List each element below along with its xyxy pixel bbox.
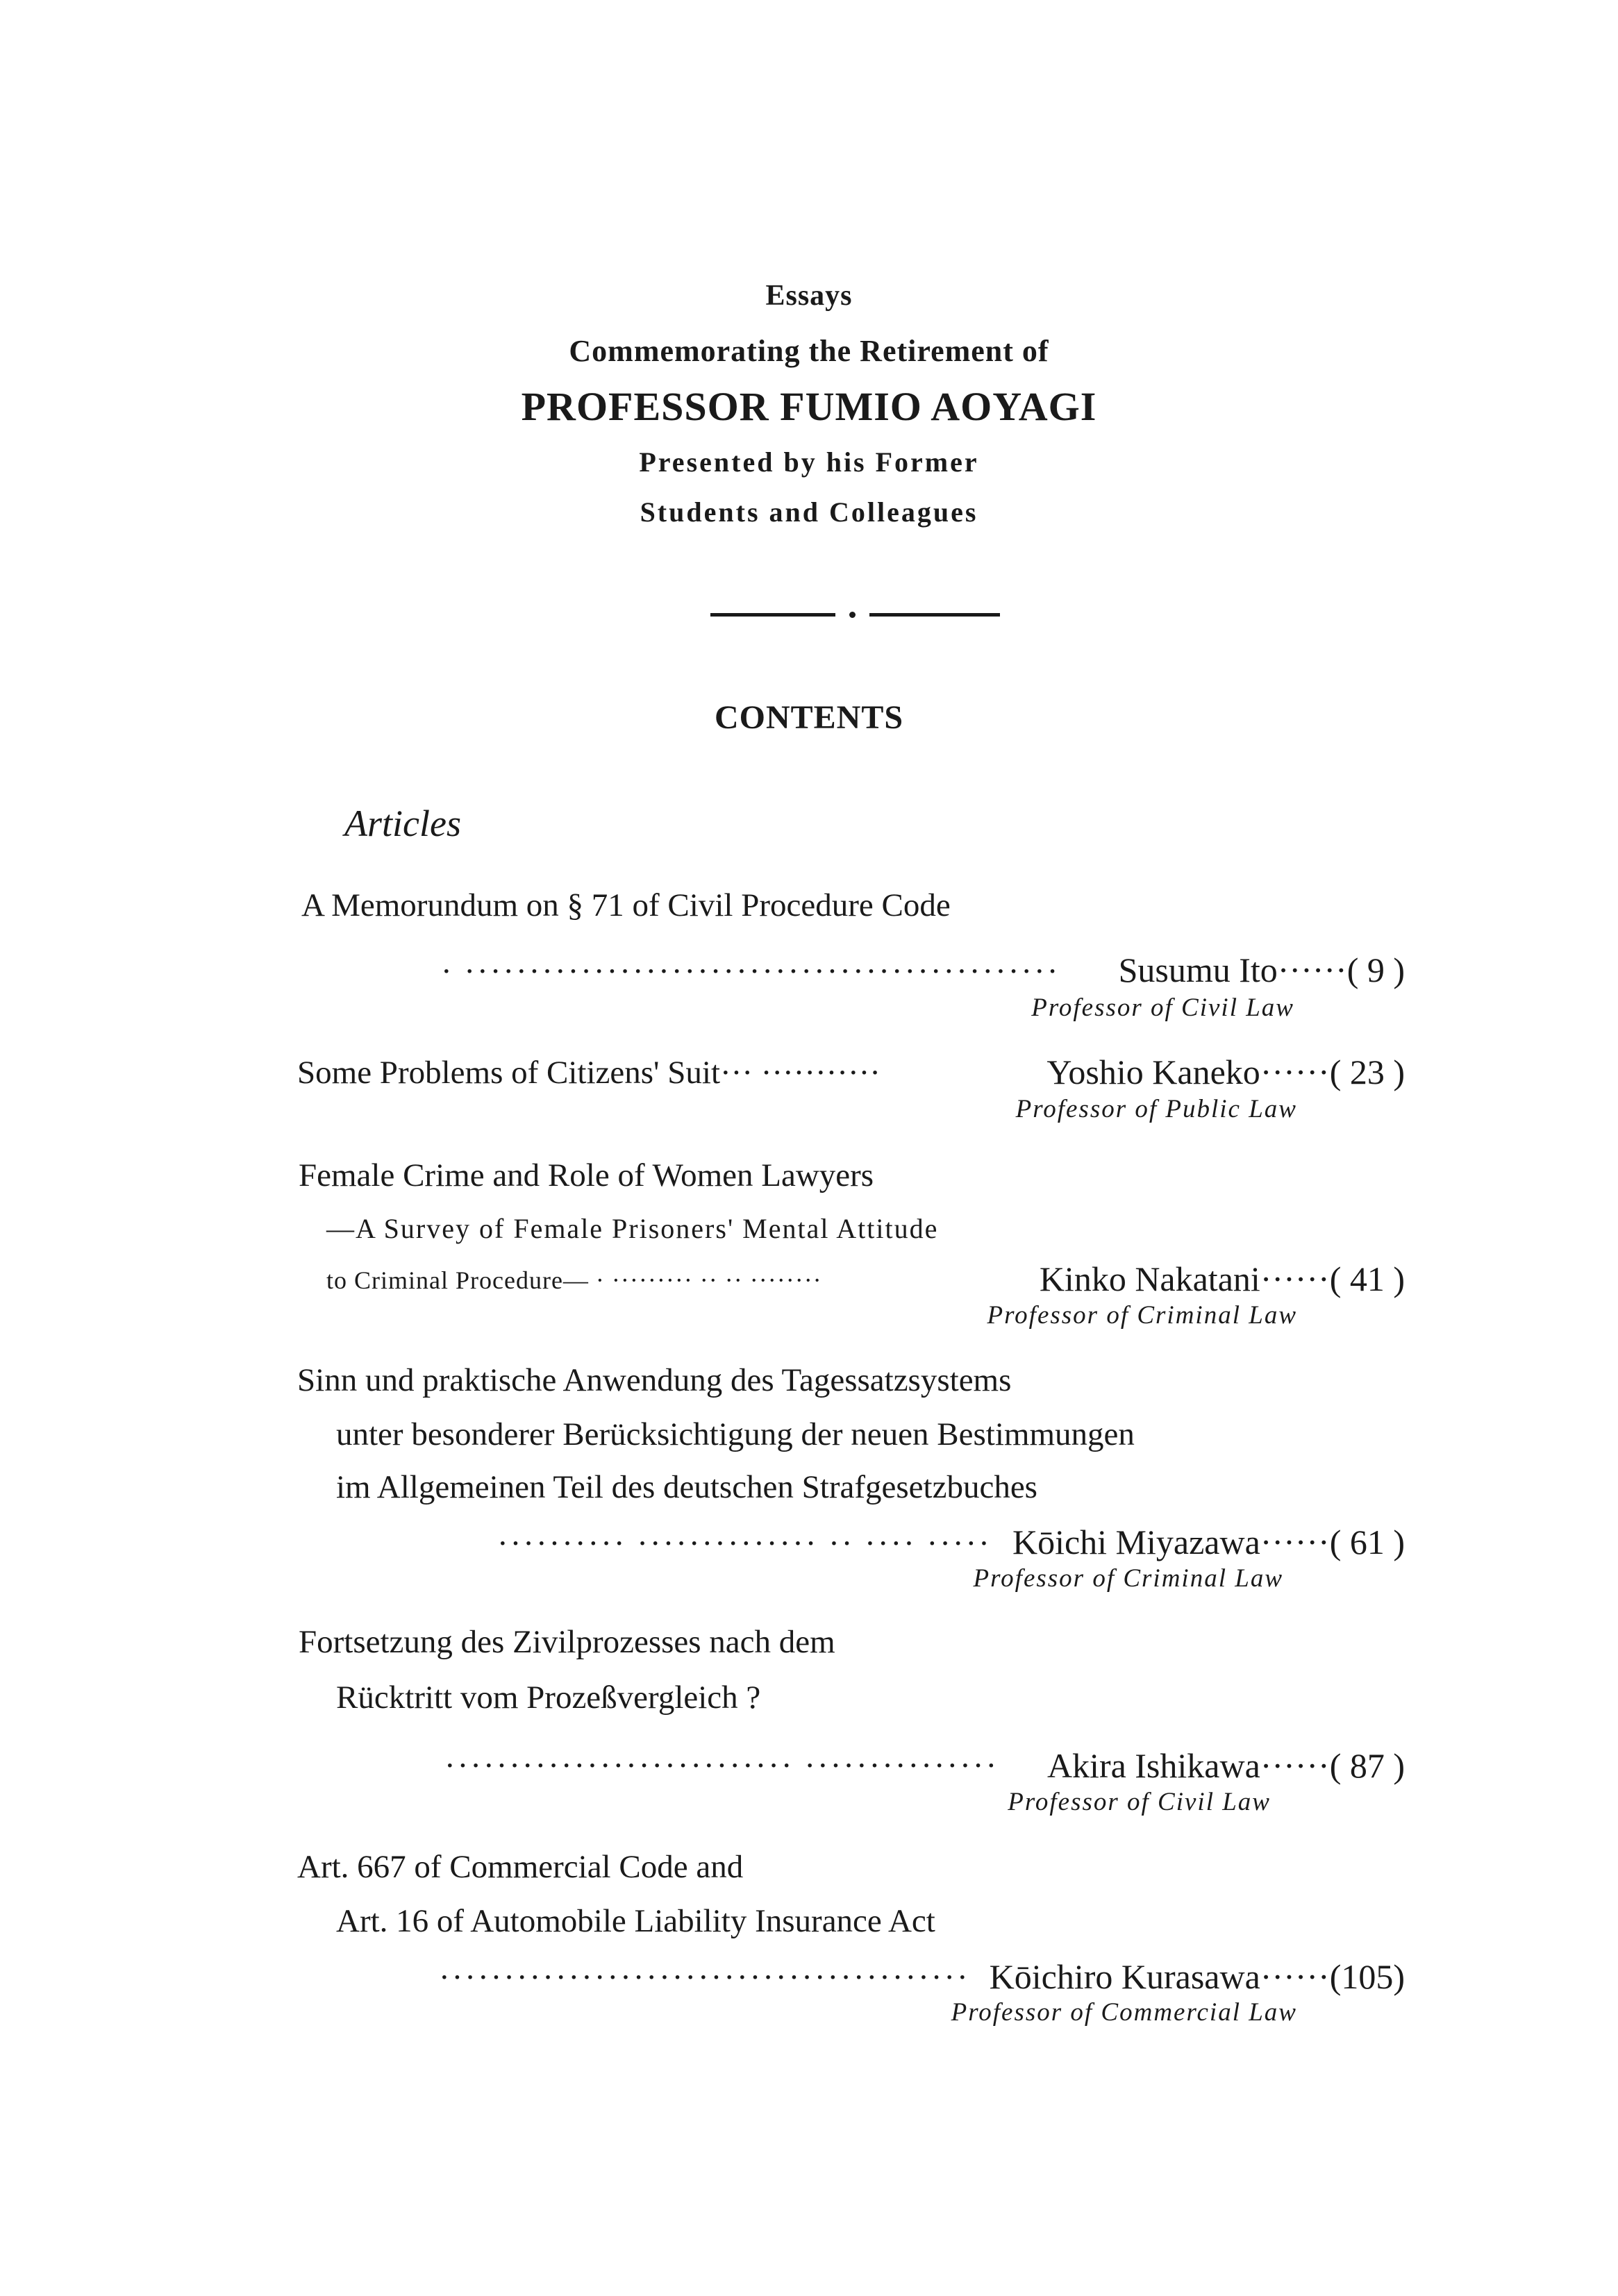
- dot-leader: ··························· ···············: [444, 1748, 999, 1784]
- contents-heading: CONTENTS: [714, 699, 904, 736]
- author-position: Professor of Civil Law: [1008, 1788, 1271, 1816]
- author-position: Professor of Civil Law: [1031, 994, 1294, 1022]
- entry-subtitle: to Criminal Procedure— · ········· ·· ·· ········: [326, 1266, 822, 1294]
- entry-page: ( 87 ): [1329, 1746, 1405, 1785]
- entry-author: Kinko Nakatani······: [1039, 1259, 1330, 1298]
- dot-leader: · ··············································: [441, 953, 1060, 989]
- entry-author: Susumu Ito······: [1118, 950, 1347, 989]
- entry-author: Kōichi Miyazawa······: [1012, 1523, 1330, 1561]
- entry-title: unter besonderer Berücksichtigung der neuen Bestimmungen: [336, 1416, 1135, 1452]
- entry-author: Yoshio Kaneko······: [1046, 1053, 1330, 1091]
- entry-title: Rücktritt vom Prozeßvergleich ?: [336, 1679, 761, 1716]
- header-line-presented: Presented by his Former: [639, 446, 979, 478]
- entry-page: ( 41 ): [1329, 1259, 1405, 1298]
- header-line-students: Students and Colleagues: [640, 496, 978, 528]
- author-position: Professor of Criminal Law: [973, 1564, 1283, 1593]
- section-articles: Articles: [344, 803, 461, 844]
- entry-title: A Memorundum on § 71 of Civil Procedure Code: [301, 887, 951, 923]
- divider-left: [710, 613, 835, 617]
- divider-right: [869, 613, 1000, 617]
- dot-leader: ·········· ·············· ·· ···· ·····: [497, 1525, 992, 1561]
- author-position: Professor of Public Law: [1015, 1095, 1297, 1123]
- entry-page: ( 61 ): [1329, 1523, 1405, 1561]
- entry-page: ( 23 ): [1329, 1053, 1405, 1091]
- entry-title: im Allgemeinen Teil des deutschen Strafgesetzbuches: [336, 1469, 1037, 1505]
- entry-author: Kōichiro Kurasawa······: [989, 1957, 1330, 1996]
- header-professor-name: PROFESSOR FUMIO AOYAGI: [521, 384, 1097, 429]
- author-position: Professor of Commercial Law: [951, 1998, 1297, 2027]
- entry-title: Sinn und praktische Anwendung des Tagessatzsystems: [297, 1362, 1012, 1398]
- entry-subtitle: —A Survey of Female Prisoners' Mental Attitude: [326, 1213, 939, 1244]
- header-line-essays: Essays: [765, 280, 853, 312]
- entry-title: Art. 16 of Automobile Liability Insurance Act: [336, 1903, 935, 1939]
- entry-title: Some Problems of Citizens' Suit··· ···········: [297, 1055, 881, 1091]
- entry-page: (105): [1329, 1957, 1405, 1996]
- entry-title: Art. 667 of Commercial Code and: [297, 1849, 744, 1885]
- header-line-commemorating: Commemorating the Retirement of: [569, 334, 1049, 368]
- entry-title: Female Crime and Role of Women Lawyers: [299, 1157, 874, 1193]
- entry-author: Akira Ishikawa······: [1046, 1746, 1330, 1785]
- dot-leader: ·········································: [439, 1959, 970, 1995]
- author-position: Professor of Criminal Law: [987, 1301, 1297, 1330]
- entry-page: ( 9 ): [1346, 950, 1405, 989]
- divider-dot: [849, 612, 856, 618]
- entry-title: Fortsetzung des Zivilprozesses nach dem: [299, 1624, 835, 1660]
